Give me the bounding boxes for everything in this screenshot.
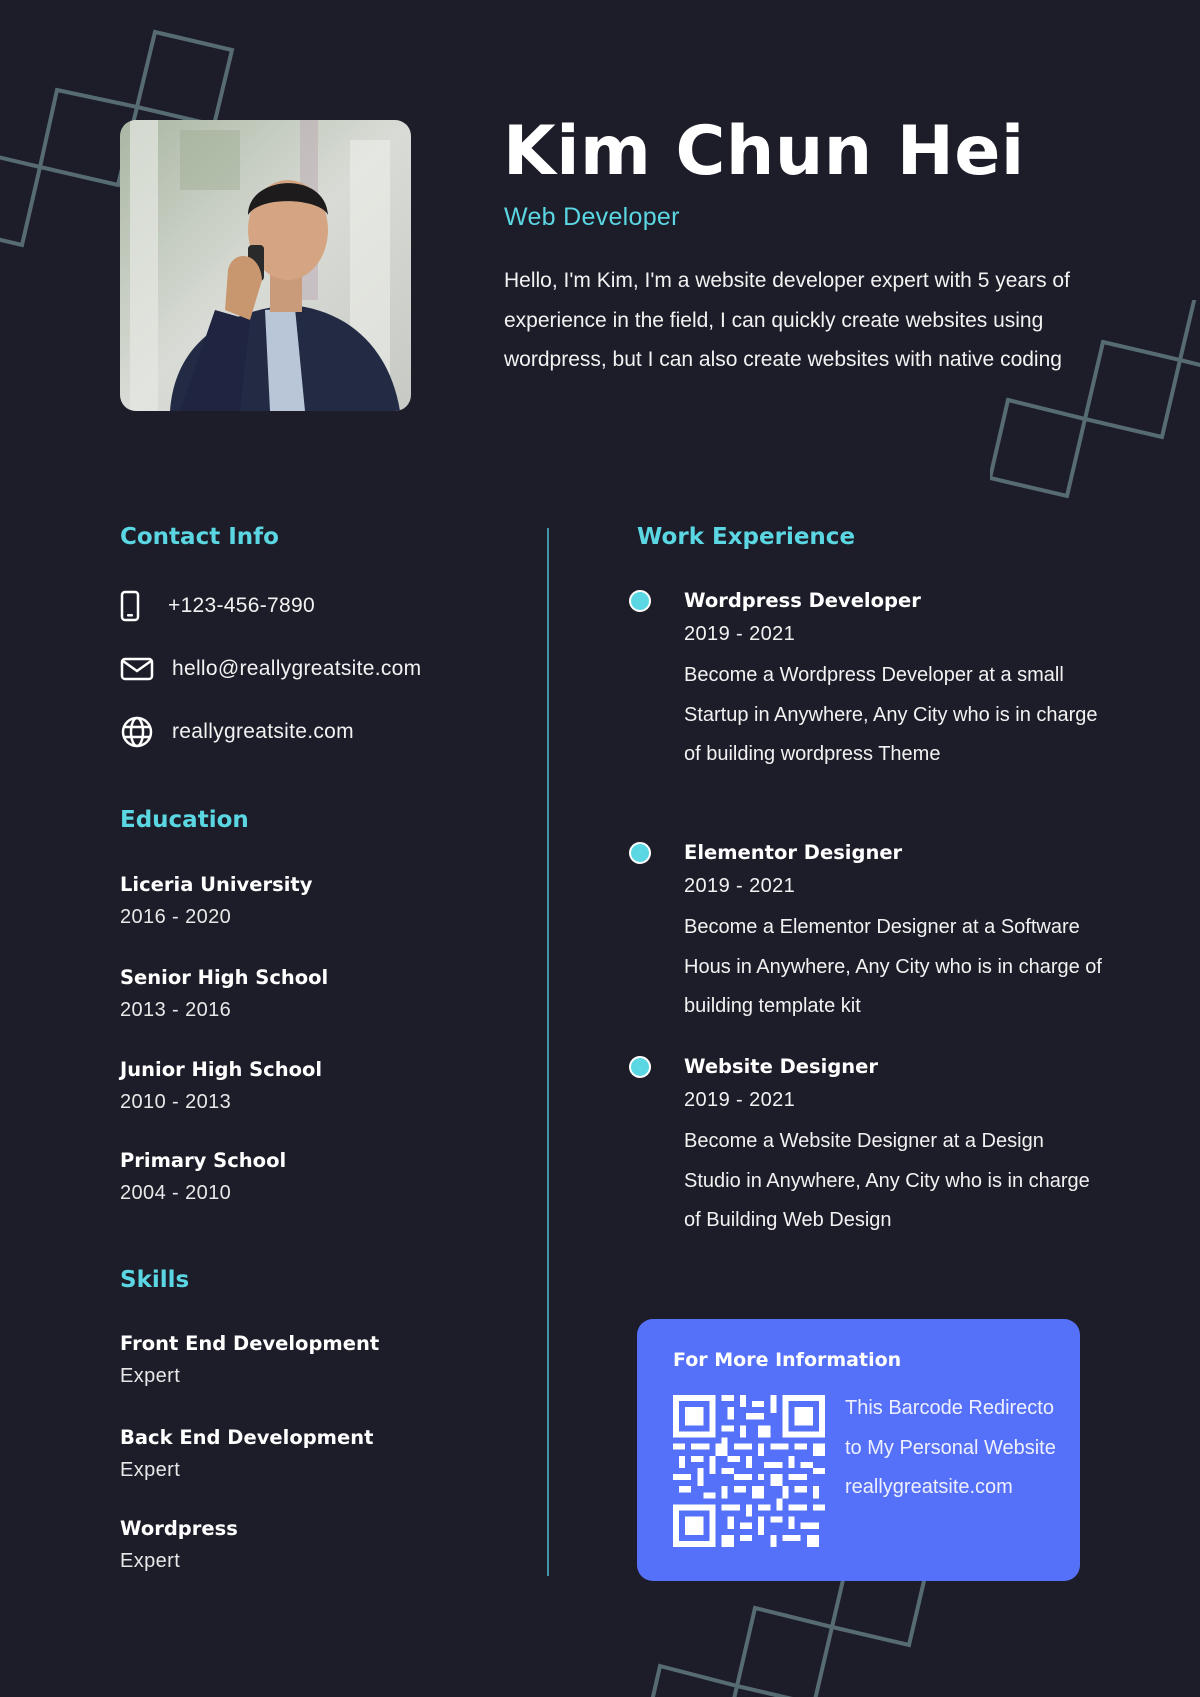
- decor-diamonds-bottom: [640, 1570, 940, 1697]
- email-text: hello@reallygreatsite.com: [172, 657, 422, 680]
- education-title: Education: [120, 807, 249, 833]
- experience-title: Work Experience: [637, 524, 856, 550]
- job-role: Web Developer: [504, 203, 680, 231]
- skill-name: Front End Development: [120, 1332, 380, 1355]
- school-years: 2016 - 2020: [120, 906, 232, 928]
- school-years: 2010 - 2013: [120, 1091, 232, 1113]
- skill-name: Back End Development: [120, 1426, 374, 1449]
- list-item: [120, 1329, 379, 1393]
- job-description: Become a Website Designer at a Design Studio in Anywhere, Any City who is in charge of Building Web Design: [684, 1130, 1090, 1231]
- job-title: Wordpress Developer: [684, 589, 921, 612]
- info-card: [637, 1319, 1080, 1581]
- skill-level: Expert: [120, 1550, 181, 1572]
- contact-phone[interactable]: [120, 591, 315, 621]
- contact-email[interactable]: [120, 654, 421, 684]
- list-item: [120, 1514, 238, 1578]
- list-item: [120, 870, 312, 934]
- timeline-item: [636, 838, 1102, 1027]
- school-years: 2013 - 2016: [120, 999, 232, 1021]
- list-item: [120, 1146, 286, 1210]
- job-description: Become a Wordpress Developer at a small Startup in Anywhere, Any City who is in charge of building wordpress Theme: [684, 664, 1098, 765]
- website-text: reallygreatsite.com: [172, 720, 354, 743]
- school-name: Liceria University: [120, 873, 313, 896]
- list-item: [120, 963, 328, 1027]
- school-name: Primary School: [120, 1149, 287, 1172]
- contact-title: Contact Info: [120, 524, 279, 550]
- column-divider: [547, 528, 549, 1576]
- school-years: 2004 - 2010: [120, 1182, 232, 1204]
- globe-icon: [120, 717, 156, 747]
- job-years: 2019 - 2021: [684, 623, 796, 645]
- skills-title: Skills: [120, 1267, 190, 1293]
- mail-icon: [120, 654, 156, 684]
- timeline-dot-icon: [629, 1056, 651, 1078]
- list-item: [120, 1423, 373, 1487]
- list-item: [120, 1055, 322, 1119]
- job-description: Become a Elementor Designer at a Software Hous in Anywhere, Any City who is in charge of building template kit: [684, 916, 1102, 1017]
- info-card-title: For More Information: [673, 1349, 902, 1371]
- page-title: Kim Chun Hei: [503, 112, 1025, 191]
- skill-level: Expert: [120, 1365, 181, 1387]
- timeline-item: [636, 1052, 1096, 1241]
- job-title: Website Designer: [684, 1055, 879, 1078]
- school-name: Junior High School: [120, 1058, 323, 1081]
- school-name: Senior High School: [120, 966, 329, 989]
- qr-code-icon[interactable]: [673, 1395, 825, 1547]
- timeline-item: [636, 586, 1096, 775]
- info-card-text: This Barcode Redirecto to My Personal Website reallygreatsite.com: [845, 1397, 1056, 1498]
- bio-text: Hello, I'm Kim, I'm a website developer expert with 5 years of experience in the field, I can quickly create websites using wordpress, but I can also create websites with native coding: [504, 269, 1070, 371]
- profile-photo: [120, 120, 411, 411]
- job-years: 2019 - 2021: [684, 1089, 796, 1111]
- phone-icon: [120, 591, 154, 621]
- skill-level: Expert: [120, 1459, 181, 1481]
- skill-name: Wordpress: [120, 1517, 238, 1540]
- timeline-dot-icon: [629, 842, 651, 864]
- phone-text: +123-456-7890: [168, 594, 315, 617]
- contact-website[interactable]: [120, 717, 354, 747]
- job-years: 2019 - 2021: [684, 875, 796, 897]
- job-title: Elementor Designer: [684, 841, 903, 864]
- timeline-dot-icon: [629, 590, 651, 612]
